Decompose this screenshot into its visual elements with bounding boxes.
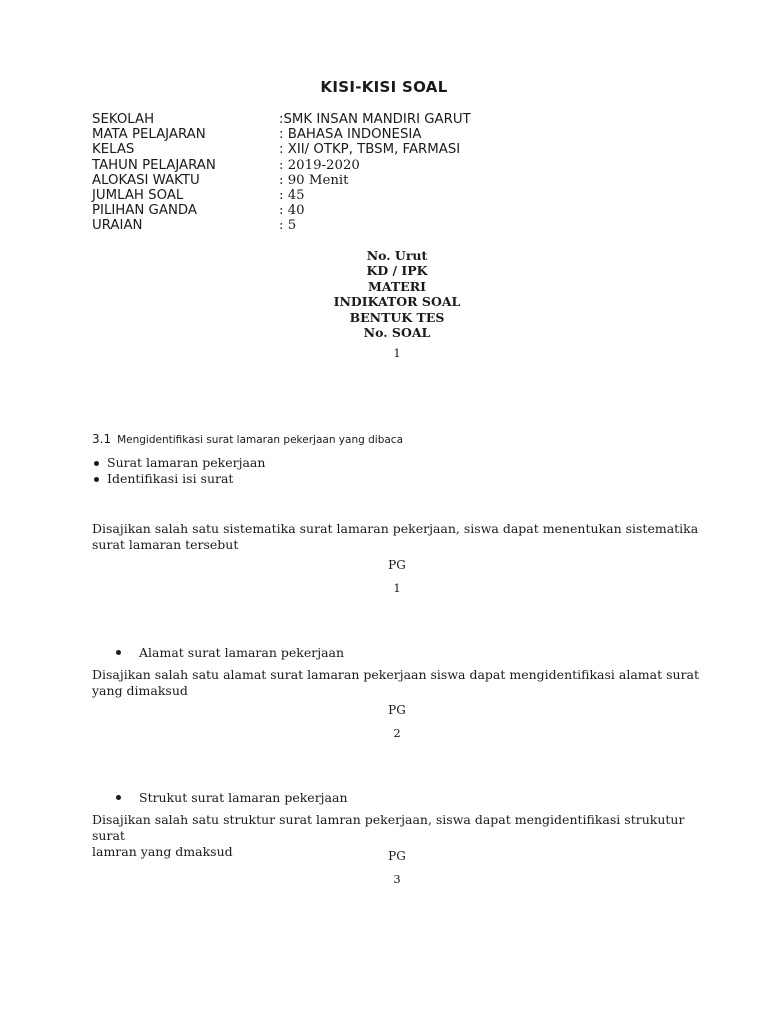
kd-text: Mengidentifikasi surat lamaran pekerjaan yang dibaca bbox=[117, 434, 404, 446]
info-label: ALOKASI WAKTU bbox=[92, 172, 200, 188]
info-label: MATA PELAJARAN bbox=[92, 127, 206, 143]
no-soal-1: 1 bbox=[393, 581, 401, 595]
indikator-line: Disajikan salah satu alamat surat lamaran pekerjaan siswa dapat mengidentifikasi alamat surat bbox=[92, 667, 700, 682]
materi-text: Identifikasi isi surat bbox=[107, 471, 234, 486]
info-row-alokasi-waktu bbox=[92, 173, 471, 188]
info-row-uraian bbox=[92, 218, 471, 233]
bullet-icon bbox=[94, 477, 99, 482]
info-value: :SMK INSAN MANDIRI GARUT bbox=[279, 112, 471, 127]
indikator-soal-1 bbox=[92, 521, 712, 553]
header-indikator-soal: INDIKATOR SOAL bbox=[333, 294, 461, 310]
info-label: KELAS bbox=[92, 142, 135, 158]
info-label: TAHUN PELAJARAN bbox=[92, 157, 216, 173]
info-value: : 40 bbox=[279, 203, 305, 219]
bentuk-tes-3: PG bbox=[388, 849, 406, 863]
info-label: PILIHAN GANDA bbox=[92, 203, 197, 219]
bentuk-tes-1: PG bbox=[388, 558, 406, 572]
info-value: : XII/ OTKP, TBSM, FARMASI bbox=[279, 142, 461, 158]
bullet-icon bbox=[116, 650, 121, 655]
materi-text: Strukut surat lamaran pekerjaan bbox=[139, 790, 348, 805]
info-value: : 2019-2020 bbox=[279, 157, 360, 173]
header-materi: MATERI bbox=[368, 278, 426, 294]
header-bentuk-tes: BENTUK TES bbox=[349, 309, 445, 325]
materi-text: Surat lamaran pekerjaan bbox=[107, 455, 266, 470]
indikator-line: surat lamaran tersebut bbox=[92, 537, 239, 552]
bullet-icon bbox=[116, 795, 121, 800]
info-label: URAIAN bbox=[92, 218, 143, 234]
materi-list bbox=[92, 455, 265, 487]
indikator-line: Disajikan salah satu sistematika surat lamaran pekerjaan, siswa dapat menentukan sistematika bbox=[92, 521, 699, 536]
info-row-sekolah bbox=[92, 112, 471, 127]
list-item bbox=[116, 645, 344, 660]
info-row-jumlah-soal bbox=[92, 188, 471, 203]
list-item bbox=[92, 471, 265, 487]
list-item bbox=[116, 790, 348, 805]
column-headers bbox=[0, 248, 768, 340]
indikator-line: lamran yang dmaksud bbox=[92, 844, 233, 859]
info-value: : 90 Menit bbox=[279, 172, 349, 188]
indikator-soal-2 bbox=[92, 667, 712, 699]
info-row-pilihan-ganda bbox=[92, 203, 471, 218]
info-value: : 5 bbox=[279, 218, 297, 234]
header-no-soal: No. SOAL bbox=[363, 324, 431, 340]
no-soal-2: 2 bbox=[393, 726, 401, 740]
info-table bbox=[92, 112, 471, 234]
bullet-icon bbox=[94, 461, 99, 466]
indikator-line: yang dimaksud bbox=[92, 683, 188, 698]
info-value: : 45 bbox=[279, 187, 305, 203]
info-label: JUMLAH SOAL bbox=[92, 187, 184, 203]
indikator-line: Disajikan salah satu struktur surat lamran pekerjaan, siswa dapat mengidentifikasi strukutur surat bbox=[92, 812, 685, 843]
header-kd-ipk: KD / IPK bbox=[366, 263, 428, 279]
info-label: SEKOLAH bbox=[92, 112, 155, 127]
no-soal-3: 3 bbox=[393, 872, 401, 886]
info-row-kelas bbox=[92, 142, 471, 157]
materi-text: Alamat surat lamaran pekerjaan bbox=[139, 645, 345, 660]
row-number: 1 bbox=[393, 346, 401, 360]
document-title: KISI-KISI SOAL bbox=[320, 78, 448, 96]
list-item bbox=[92, 455, 265, 471]
header-no-urut: No. Urut bbox=[366, 248, 428, 263]
info-value: : BAHASA INDONESIA bbox=[279, 127, 422, 143]
info-row-tahun-pelajaran bbox=[92, 158, 471, 173]
bentuk-tes-2: PG bbox=[388, 703, 406, 717]
kd-line bbox=[92, 432, 403, 446]
kd-number: 3.1 bbox=[92, 432, 112, 446]
info-row-mata-pelajaran bbox=[92, 127, 471, 142]
